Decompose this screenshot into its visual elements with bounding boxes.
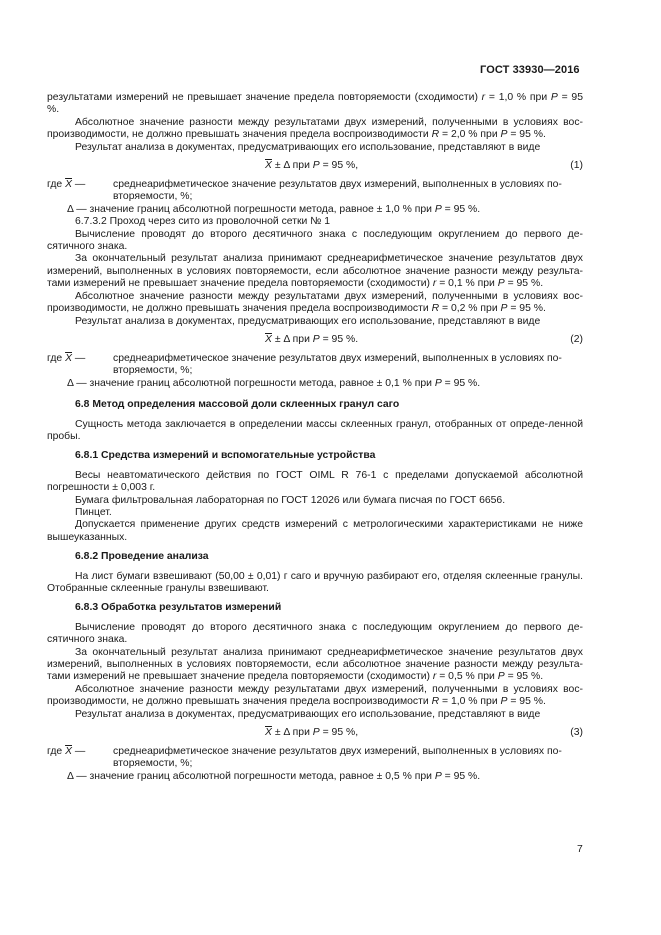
section-heading: 6.8.2 Проведение анализа — [75, 551, 209, 563]
paragraph: Пинцет. — [75, 506, 112, 518]
paragraph: Результат анализа в документах, предусматривающих его использование, представляют в виде — [75, 315, 541, 327]
document-body — [47, 92, 583, 783]
paragraph: Результат анализа в документах, предусматривающих его использование, представляют в виде — [75, 141, 541, 153]
formula-3: $\overline{X} \pm \Delta$ при P = 95 %, (3) — [265, 727, 583, 739]
paragraph: результатами измерений не превышает значение предела повторяемости (сходимости) r = 1,0 % при P = 95 %. — [47, 92, 583, 116]
paragraph: Вычисление проводят до второго десятичного знака с последующим округлением до первого де-сятичного знака. — [47, 228, 583, 253]
paragraph: Абсолютное значение разности между результатами двух измерений, полученными в условиях вос-производимости, не должно превышать значения предела воспроизводимости R = 1,0 % при P = 95 %. — [47, 683, 583, 708]
formula-number: (1) — [570, 160, 583, 172]
formula-3-definitions: где $\overline{X}$ — среднеарифметическое значение результатов двух измерений, выполненных в условиях по- вторяемости, %; Δ — значение границ абсолютной погрешности метода, равное ± 0,5 % при P = 95 %. — [47, 746, 562, 782]
paragraph: Весы неавтоматического действия по ГОСТ OIML R 76-1 с пределами допускаемой абсолютной погрешности ± 0,003 г. — [47, 469, 583, 494]
paragraph: Вычисление проводят до второго десятичного знака с последующим округлением до первого де-сятичного знака. — [47, 621, 583, 646]
section-heading: 6.8 Метод определения массовой доли склеенных гранул саго — [75, 399, 400, 411]
paragraph: Сущность метода заключается в определении массы склеенных гранул, отобранных от опреде-ленной пробы. — [47, 418, 583, 442]
formula-2: $\overline{X} \pm \Delta$ при P = 95 %. (2) — [265, 333, 583, 345]
page-number: 7 — [577, 844, 583, 855]
formula-2-definitions: где $\overline{X}$ — среднеарифметическое значение результатов двух измерений, выполненных в условиях по- вторяемости, %; Δ — значение границ абсолютной погрешности метода, равное ± 0,1 % при P = 95 %. — [47, 352, 562, 389]
formula-1-definitions: где $\overline{X}$ — среднеарифметическое значение результатов двух измерений, выполненных в условиях по- вторяемости, %; Δ — значение границ абсолютной погрешности метода, равное ± 1,0 % при P = 95 %. — [47, 179, 562, 215]
paragraph: Бумага фильтровальная лабораторная по ГОСТ 12026 или бумага писчая по ГОСТ 6656. — [75, 494, 506, 506]
paragraph: Абсолютное значение разности между результатами двух измерений, полученными в условиях вос-производимости, не должно превышать значения предела воспроизводимости R = 0,2 % при P = 95 %. — [47, 290, 583, 315]
section-heading: 6.8.3 Обработка результатов измерений — [75, 602, 282, 614]
paragraph: Абсолютное значение разности между результатами двух измерений, полученными в условиях вос-производимости, не должно превышать значения предела воспроизводимости R = 2,0 % при P = 95 %. — [47, 116, 583, 141]
standard-header: ГОСТ 33930—2016 — [480, 64, 580, 76]
paragraph: На лист бумаги взвешивают (50,00 ± 0,01) г саго и вручную разбирают его, отделяя склеенные гранулы. Отобранные склеенные гранулы взвешивают. — [47, 570, 583, 594]
paragraph: Результат анализа в документах, предусматривающих его использование, представляют в виде — [75, 708, 541, 720]
paragraph: Допускается применение других средств измерений с метрологическими характеристиками не ниже вышеуказанных. — [47, 519, 583, 543]
paragraph: За окончательный результат анализа принимают среднеарифметическое значение результатов двух измерений, выполненных в условиях повторяемости, если абсолютное значение разности между результа-тами измерений не превышает значение предела повторяемости (сходимости) r = 0,5 % при P = 95 %. — [47, 646, 583, 683]
paragraph: За окончательный результат анализа принимают среднеарифметическое значение результатов двух измерений, выполненных в условиях повторяемости, если абсолютное значение разности между результа-тами измерений не превышает значение предела повторяемости (сходимости) r = 0,1 % при P = 95 %. — [47, 253, 583, 290]
section-heading: 6.8.1 Средства измерений и вспомогательные устройства — [75, 450, 376, 462]
section-title: 6.7.3.2 Проход через сито из проволочной сетки № 1 — [75, 216, 331, 228]
formula-1: $\overline{X} \pm \Delta$ при P = 95 %, (1) — [265, 160, 583, 172]
formula-number: (2) — [570, 333, 583, 345]
formula-number: (3) — [570, 727, 583, 739]
